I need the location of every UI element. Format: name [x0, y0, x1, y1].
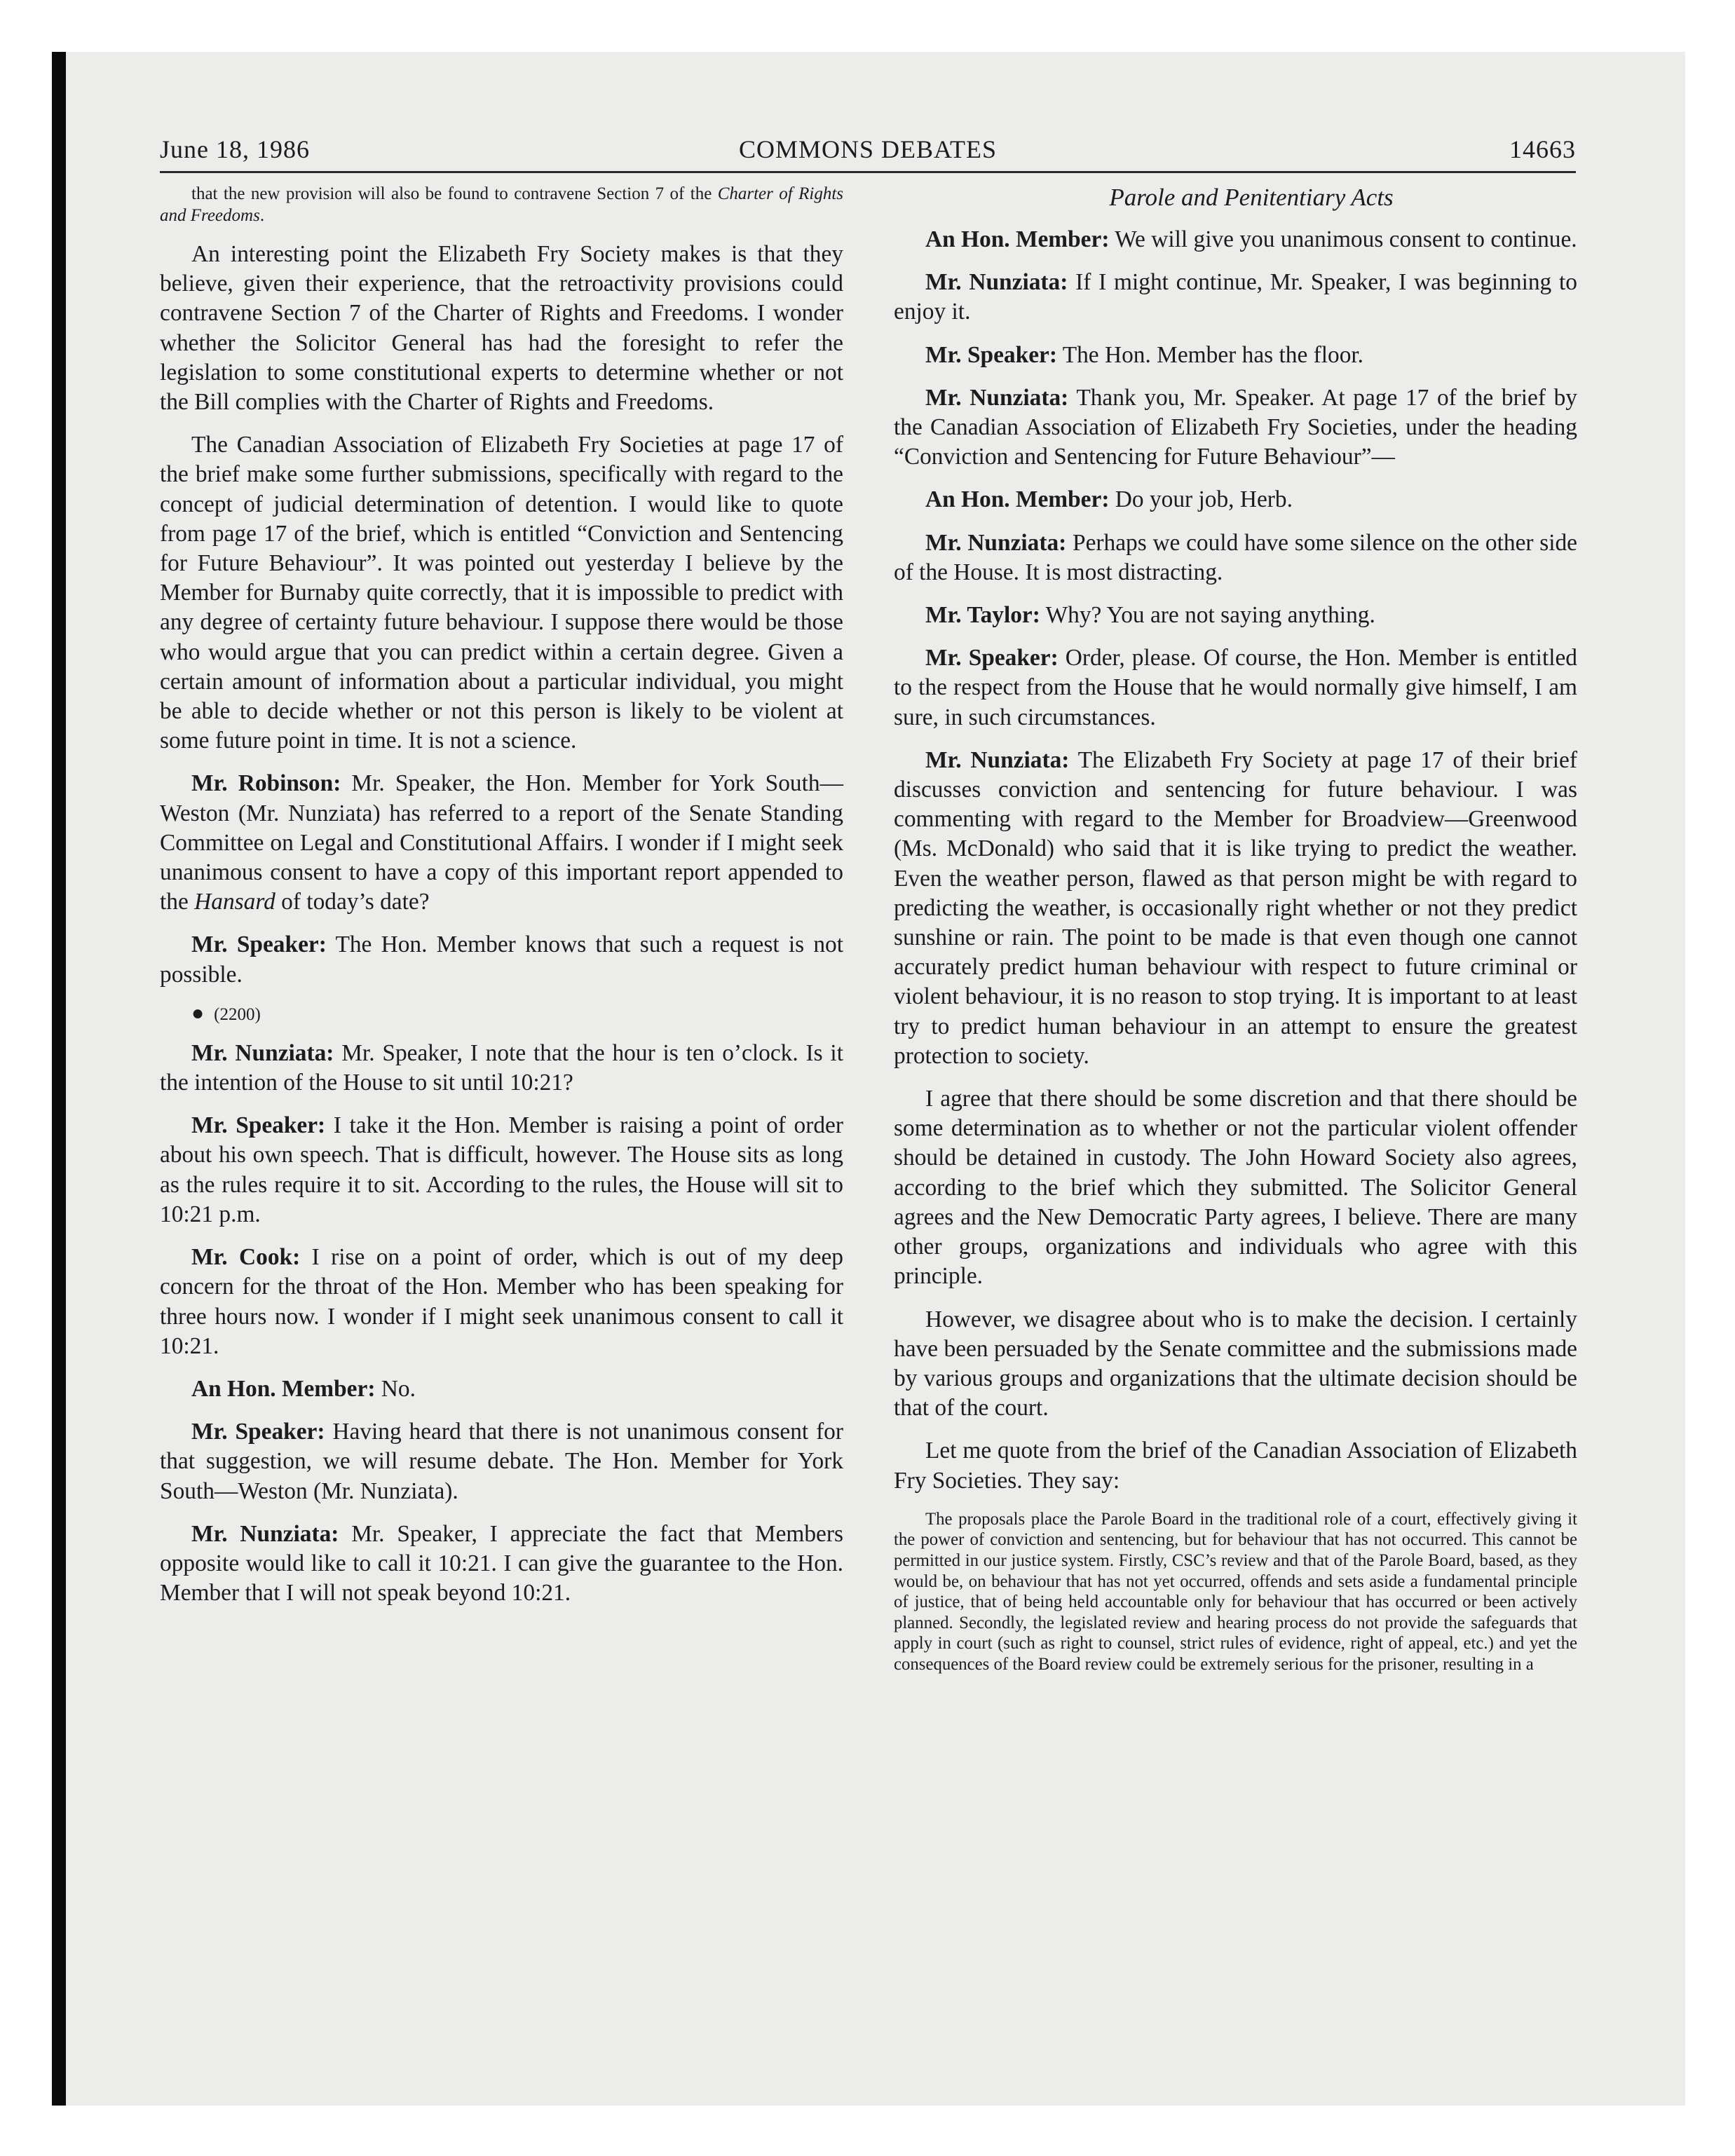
speech-hon-member: An Hon. Member: No. — [191, 1375, 416, 1402]
speech-nunziata: Mr. Nunziata: Thank you, Mr. Speaker. At page 17 of the brief by the Canadian Association of Elizabeth Fry Societies, under the heading “Conviction and Sentencing for Future Behaviour”— — [894, 384, 1577, 470]
speech-hon-member: An Hon. Member: We will give you unanimous consent to continue. — [925, 226, 1577, 252]
speech-speaker: Mr. Speaker: Order, please. Of course, the Hon. Member is entitled to the respect from the House that he would normally give himself, I am sure, in such circumstances. — [894, 645, 1578, 730]
continued-paragraph: that the new provision will also be found to contravene Section 7 of the Charter of Rights and Freedoms. — [160, 184, 844, 225]
speech-taylor: Mr. Taylor: Why? You are not saying anything. — [925, 602, 1375, 629]
speech-nunziata: Mr. Nunziata: If I might continue, Mr. Speaker, I was beginning to enjoy it. — [894, 269, 1577, 325]
paragraph: An interesting point the Elizabeth Fry Society makes is that they believe, given their experience, that the retroactivity provisions could contravene Section 7 of the Charter of Rights and Freedoms. I wonder whether the Solicitor General has had the foresight to refer the legislation to some constitutional experts to determine whether or not the Bill complies with the Charter of Rights and Freedoms. — [160, 241, 843, 416]
header-title: COMMONS DEBATES — [738, 135, 998, 163]
block-quote: The proposals place the Parole Board in the traditional role of a court, effectively giving it the power of conviction and sentencing, but for behaviour that has not occurred. This cannot be permitted in our justice system. Firstly, CSC’s review and that of the Parole Board, based, as they would be, on behaviour that has not yet occurred, offends and sets aside a fundamental principle of justice, that of being held accountable only for behaviour that has occurred or been actively planned. Secondly, the legislated review and hearing process do not provide the safeguards that apply in court (such as right to counsel, strict rules of evidence, right of appeal, etc.) and yet the consequences of the Board review could be extremely serious for the prisoner, resulting in a — [894, 1509, 1577, 1674]
bullet-icon: ● — [191, 1001, 205, 1025]
speech-robinson: Mr. Robinson: Mr. Speaker, the Hon. Member for York South—Weston (Mr. Nunziata) has referred to a report of the Senate Standing Committee on Legal and Constitutional Affairs. I wonder if I might seek unanimous consent to have a copy of this important report appended to the Hansard of today’s date? — [160, 770, 843, 915]
paragraph: I agree that there should be some discretion and that there should be some determination as to whether or not the particular violent offender should be detained in custody. The John Howard Society also agrees, according to the brief which they submitted. The Solicitor General agrees and the New Democratic Party agrees, I believe. There are many other groups, organizations and individuals who agree with this principle. — [894, 1086, 1577, 1290]
paragraph: Let me quote from the brief of the Canadian Association of Elizabeth Fry Societies. They say: — [894, 1438, 1577, 1494]
speech-speaker: Mr. Speaker: The Hon. Member knows that such a request is not possible. — [160, 932, 844, 988]
running-title: Parole and Penitentiary Acts — [1109, 184, 1394, 211]
speech-nunziata: Mr. Nunziata: Mr. Speaker, I appreciate the fact that Members opposite would like to call it 10:21. I can give the guarantee to the Hon. Member that I will not speak beyond 10:21. — [160, 1520, 843, 1606]
page-header — [160, 132, 1576, 173]
header-date: June 18, 1986 — [160, 135, 310, 163]
speech-nunziata: Mr. Nunziata: Perhaps we could have some silence on the other side of the House. It is most distracting. — [894, 529, 1577, 585]
scan-binding-edge — [52, 52, 66, 2106]
right-column — [894, 184, 1577, 1688]
speech-cook: Mr. Cook: I rise on a point of order, which is out of my deep concern for the throat of the Hon. Member who has been speaking for three hours now. I wonder if I might seek unanimous consent to call it 10:21. — [160, 1244, 843, 1359]
paragraph: However, we disagree about who is to make the decision. I certainly have been persuaded by the Senate committee and the submissions made by various groups and organizations that the ultimate decision should be that of the court. — [894, 1306, 1577, 1421]
speech-hon-member: An Hon. Member: Do your job, Herb. — [925, 486, 1293, 513]
speech-nunziata: Mr. Nunziata: The Elizabeth Fry Society at page 17 of their brief discusses conviction and sentencing for future behaviour. I was commenting with regard to the Member for Broadview—Greenwood (Ms. McDonald) who said that it is like trying to predict the weather. Even the weather person, flawed as that person might be with regard to predicting the weather, is occasionally right whether or not they predict sunshine or rain. The point to be made is that even though one cannot accurately predict human behaviour with respect to future criminal or violent behaviour, it is no reason to stop trying. It is important to at least try to predict human behaviour in an attempt to ensure the greatest protection to society. — [894, 746, 1577, 1069]
speech-speaker: Mr. Speaker: The Hon. Member has the floor. — [925, 341, 1364, 368]
speech-speaker: Mr. Speaker: Having heard that there is not unanimous consent for that suggestion, we will resume debate. The Hon. Member for York South—Weston (Mr. Nunziata). — [160, 1419, 843, 1504]
paragraph: The Canadian Association of Elizabeth Fry Societies at page 17 of the brief make some further submissions, specifically with regard to the concept of judicial determination of detention. I would like to quote from page 17 of the brief, which is entitled “Conviction and Sentencing for Future Behaviour”. It was pointed out yesterday I believe by the Member for Burnaby quite correctly, that it is impossible to predict with any degree of certainty future behaviour. I suppose there would be those who would argue that you can predict within a certain degree. Given a certain amount of information about a particular individual, you might be able to decide whether or not this person is likely to be violent at some future point in time. It is not a science. — [160, 432, 843, 754]
header-page-number: 14663 — [1509, 135, 1576, 163]
left-column — [160, 184, 843, 1621]
speech-speaker: Mr. Speaker: I take it the Hon. Member is raising a point of order about his own speech. That is difficult, however. The House sits as long as the rules require it to sit. According to the rules, the House will sit to 10:21 p.m. — [160, 1112, 843, 1227]
speech-nunziata: Mr. Nunziata: Mr. Speaker, I note that the hour is ten o’clock. Is it the intention of the House to sit until 10:21? — [160, 1039, 843, 1096]
timestamp-marker: ● (2200) — [191, 1001, 261, 1025]
